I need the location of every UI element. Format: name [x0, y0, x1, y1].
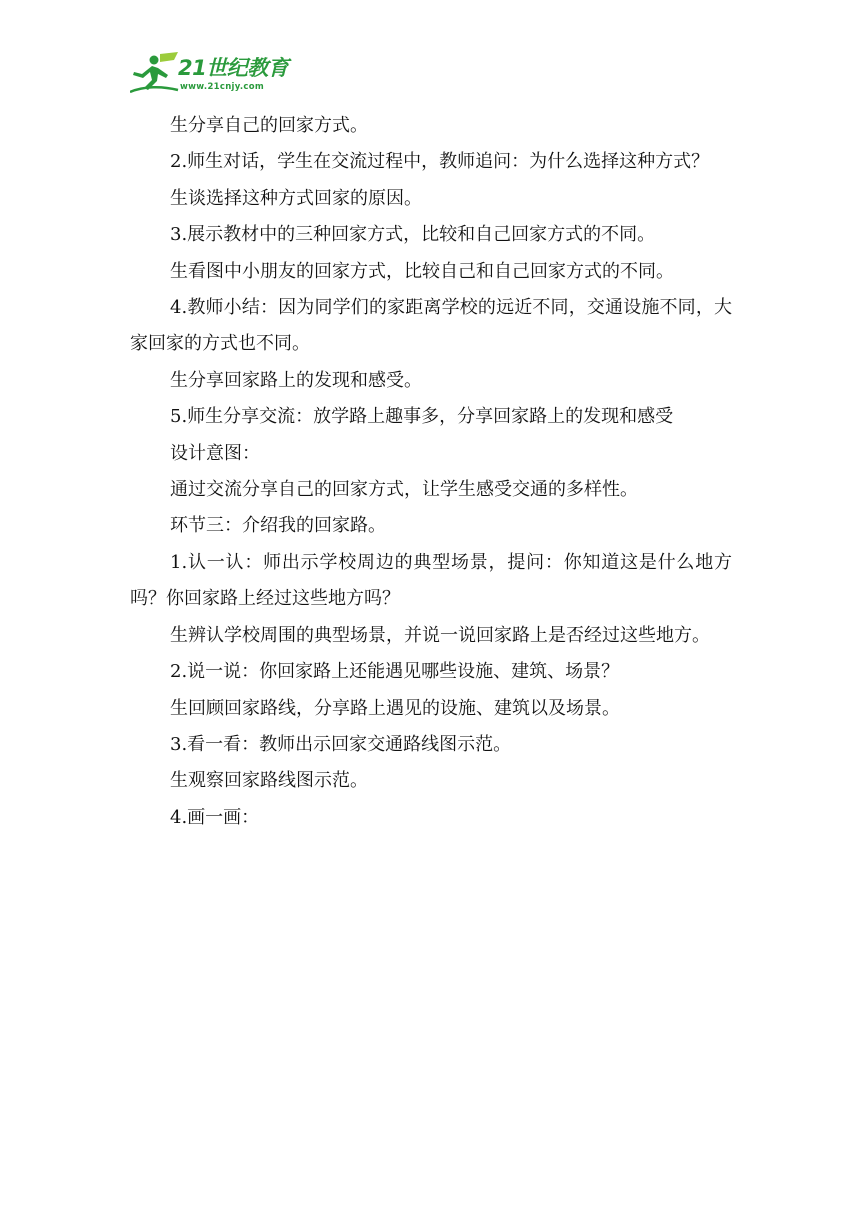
runner-icon	[130, 50, 180, 96]
paragraph: 3.看一看：教师出示回家交通路线图示范。	[170, 733, 512, 755]
paragraph: 1.认一认：师出示学校周边的典型场景，提问：你知道这是什么地方吗？你回家路上经过这些地方吗？	[130, 551, 732, 610]
logo-url: www.21cnjy.com	[180, 82, 264, 92]
paragraph: 生回顾回家路线，分享路上遇见的设施、建筑以及场景。	[170, 697, 620, 719]
paragraph: 2.说一说：你回家路上还能遇见哪些设施、建筑、场景？	[170, 661, 620, 683]
section-heading: 环节三：介绍我的回家路。	[170, 515, 386, 537]
paragraph: 生谈选择这种方式回家的原因。	[170, 187, 422, 209]
paragraph: 生观察回家路线图示范。	[170, 770, 368, 792]
logo-title: 21世纪教育	[178, 56, 289, 80]
paragraph: 生看图中小朋友的回家方式，比较自己和自己回家方式的不同。	[170, 260, 674, 282]
paragraph: 设计意图：	[170, 442, 260, 464]
site-logo	[130, 50, 310, 98]
paragraph: 2.师生对话，学生在交流过程中，教师追问：为什么选择这种方式？	[170, 151, 710, 173]
paragraph: 通过交流分享自己的回家方式，让学生感受交通的多样性。	[170, 479, 638, 501]
paragraph: 4.教师小结：因为同学们的家距离学校的远近不同，交通设施不同，大家回家的方式也不同。	[130, 297, 732, 355]
document-body	[130, 108, 732, 836]
paragraph: 生分享回家路上的发现和感受。	[170, 369, 422, 391]
paragraph: 生辨认学校周围的典型场景，并说一说回家路上是否经过这些地方。	[170, 624, 710, 646]
paragraph: 3.展示教材中的三种回家方式，比较和自己回家方式的不同。	[170, 224, 656, 246]
paragraph: 4.画一画：	[170, 806, 260, 828]
paragraph: 5.师生分享交流：放学路上趣事多，分享回家路上的发现和感受	[170, 406, 674, 428]
paragraph: 生分享自己的回家方式。	[170, 115, 368, 136]
